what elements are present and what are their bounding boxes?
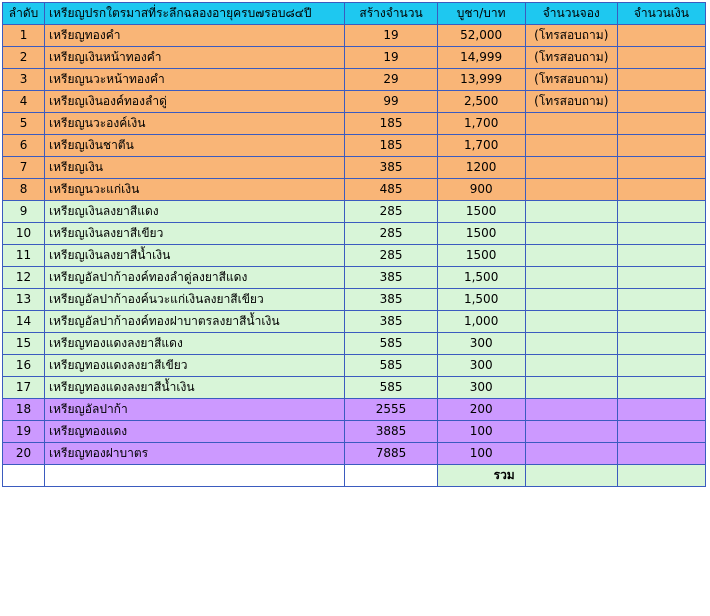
cell-reserved: (โทรสอบถาม) — [525, 25, 617, 47]
cell-total — [617, 355, 705, 377]
table-row — [3, 223, 706, 245]
cell-item: เหรียญเงินลงยาสีเขียว — [45, 223, 345, 245]
cell-item: เหรียญทองคำ — [45, 25, 345, 47]
cell-item: เหรียญเงินลงยาสีน้ำเงิน — [45, 245, 345, 267]
cell-order: 7 — [3, 157, 45, 179]
cell-total — [617, 399, 705, 421]
cell-order: 18 — [3, 399, 45, 421]
cell-made: 585 — [345, 377, 437, 399]
cell-order: 17 — [3, 377, 45, 399]
total-blank-order — [3, 465, 45, 487]
cell-made: 285 — [345, 223, 437, 245]
cell-order: 6 — [3, 135, 45, 157]
cell-order: 13 — [3, 289, 45, 311]
cell-made: 3885 — [345, 421, 437, 443]
cell-total — [617, 443, 705, 465]
cell-reserved — [525, 311, 617, 333]
table-row — [3, 289, 706, 311]
table-row — [3, 113, 706, 135]
cell-item: เหรียญนวะแก่เงิน — [45, 179, 345, 201]
table-row — [3, 201, 706, 223]
cell-price: 1,500 — [437, 267, 525, 289]
cell-price: 1,500 — [437, 289, 525, 311]
table-row — [3, 25, 706, 47]
table-row — [3, 421, 706, 443]
cell-item: เหรียญเงิน — [45, 157, 345, 179]
cell-made: 19 — [345, 47, 437, 69]
table-header-row — [3, 3, 706, 25]
cell-made: 185 — [345, 135, 437, 157]
cell-reserved — [525, 157, 617, 179]
cell-reserved — [525, 201, 617, 223]
cell-item: เหรียญอัลปาก้าองค์ทองฝาบาตรลงยาสีน้ำเงิน — [45, 311, 345, 333]
cell-order: 3 — [3, 69, 45, 91]
table-row — [3, 245, 706, 267]
cell-price: 300 — [437, 377, 525, 399]
cell-price: 200 — [437, 399, 525, 421]
cell-made: 29 — [345, 69, 437, 91]
cell-total — [617, 157, 705, 179]
cell-order: 9 — [3, 201, 45, 223]
cell-item: เหรียญอัลปาก้า — [45, 399, 345, 421]
cell-reserved — [525, 333, 617, 355]
total-blank-item — [45, 465, 345, 487]
cell-total — [617, 179, 705, 201]
cell-order: 10 — [3, 223, 45, 245]
cell-item: เหรียญทองแดงลงยาสีเขียว — [45, 355, 345, 377]
cell-item: เหรียญทองแดงลงยาสีแดง — [45, 333, 345, 355]
cell-reserved — [525, 355, 617, 377]
cell-reserved: (โทรสอบถาม) — [525, 69, 617, 91]
cell-item: เหรียญเงินองค์ทองลำดู่ — [45, 91, 345, 113]
cell-made: 99 — [345, 91, 437, 113]
cell-price: 1,700 — [437, 113, 525, 135]
table-row — [3, 267, 706, 289]
header-cell-price: บูชา/บาท — [437, 3, 525, 25]
cell-item: เหรียญอัลปาก้าองค์นวะแก่เงินลงยาสีเขียว — [45, 289, 345, 311]
price-table — [2, 2, 706, 487]
cell-price: 300 — [437, 355, 525, 377]
cell-item: เหรียญทองแดงลงยาสีน้ำเงิน — [45, 377, 345, 399]
cell-item: เหรียญเงินลงยาสีแดง — [45, 201, 345, 223]
cell-order: 20 — [3, 443, 45, 465]
cell-made: 185 — [345, 113, 437, 135]
cell-reserved — [525, 289, 617, 311]
cell-total — [617, 69, 705, 91]
cell-made: 285 — [345, 201, 437, 223]
cell-reserved — [525, 267, 617, 289]
cell-reserved: (โทรสอบถาม) — [525, 91, 617, 113]
total-amount — [617, 465, 705, 487]
cell-price: 2,500 — [437, 91, 525, 113]
cell-total — [617, 47, 705, 69]
cell-total — [617, 377, 705, 399]
cell-reserved — [525, 135, 617, 157]
header-cell-reserved: จำนวนจอง — [525, 3, 617, 25]
cell-total — [617, 421, 705, 443]
cell-order: 5 — [3, 113, 45, 135]
cell-total — [617, 25, 705, 47]
cell-item: เหรียญอัลปาก้าองค์ทองลำดู่ลงยาสีแดง — [45, 267, 345, 289]
cell-total — [617, 201, 705, 223]
cell-made: 19 — [345, 25, 437, 47]
table-body — [3, 25, 706, 487]
cell-price: 1,700 — [437, 135, 525, 157]
cell-made: 7885 — [345, 443, 437, 465]
cell-order: 1 — [3, 25, 45, 47]
cell-made: 285 — [345, 245, 437, 267]
cell-total — [617, 311, 705, 333]
cell-reserved — [525, 377, 617, 399]
cell-reserved — [525, 443, 617, 465]
header-cell-item: เหรียญปรกใตรมาสที่ระลึกฉลองอายุครบ๗รอบ๘๔ปี — [45, 3, 345, 25]
table-row — [3, 399, 706, 421]
cell-order: 8 — [3, 179, 45, 201]
cell-reserved — [525, 223, 617, 245]
cell-item: เหรียญนวะหน้าทองคำ — [45, 69, 345, 91]
cell-price: 1500 — [437, 223, 525, 245]
cell-total — [617, 113, 705, 135]
cell-total — [617, 91, 705, 113]
cell-made: 385 — [345, 267, 437, 289]
cell-price: 52,000 — [437, 25, 525, 47]
table-row — [3, 443, 706, 465]
cell-order: 2 — [3, 47, 45, 69]
total-label: รวม — [437, 465, 525, 487]
cell-made: 385 — [345, 311, 437, 333]
cell-price: 900 — [437, 179, 525, 201]
cell-price: 1500 — [437, 201, 525, 223]
cell-total — [617, 245, 705, 267]
cell-reserved — [525, 421, 617, 443]
cell-order: 4 — [3, 91, 45, 113]
cell-total — [617, 267, 705, 289]
cell-price: 1500 — [437, 245, 525, 267]
cell-reserved — [525, 113, 617, 135]
cell-item: เหรียญเงินหน้าทองคำ — [45, 47, 345, 69]
cell-reserved — [525, 179, 617, 201]
cell-order: 14 — [3, 311, 45, 333]
cell-price: 100 — [437, 443, 525, 465]
cell-made: 385 — [345, 289, 437, 311]
header-cell-made: สร้างจำนวน — [345, 3, 437, 25]
cell-order: 19 — [3, 421, 45, 443]
cell-price: 100 — [437, 421, 525, 443]
total-reserved — [525, 465, 617, 487]
table-row — [3, 377, 706, 399]
table-row — [3, 355, 706, 377]
cell-total — [617, 289, 705, 311]
table-row — [3, 47, 706, 69]
cell-made: 485 — [345, 179, 437, 201]
header-cell-total: จำนวนเงิน — [617, 3, 705, 25]
cell-reserved: (โทรสอบถาม) — [525, 47, 617, 69]
cell-total — [617, 223, 705, 245]
cell-price: 13,999 — [437, 69, 525, 91]
cell-item: เหรียญทองฝาบาตร — [45, 443, 345, 465]
cell-order: 12 — [3, 267, 45, 289]
cell-order: 11 — [3, 245, 45, 267]
cell-item: เหรียญเงินชาตีน — [45, 135, 345, 157]
cell-price: 1200 — [437, 157, 525, 179]
cell-total — [617, 135, 705, 157]
cell-price: 14,999 — [437, 47, 525, 69]
cell-order: 16 — [3, 355, 45, 377]
cell-item: เหรียญทองแดง — [45, 421, 345, 443]
total-blank-made — [345, 465, 437, 487]
table-row — [3, 91, 706, 113]
table-row — [3, 69, 706, 91]
table-row — [3, 179, 706, 201]
cell-order: 15 — [3, 333, 45, 355]
cell-made: 385 — [345, 157, 437, 179]
table-row — [3, 157, 706, 179]
table-row — [3, 135, 706, 157]
cell-item: เหรียญนวะองค์เงิน — [45, 113, 345, 135]
cell-reserved — [525, 245, 617, 267]
table-header — [3, 3, 706, 25]
cell-made: 2555 — [345, 399, 437, 421]
table-row — [3, 311, 706, 333]
cell-price: 300 — [437, 333, 525, 355]
table-total-row — [3, 465, 706, 487]
cell-price: 1,000 — [437, 311, 525, 333]
cell-total — [617, 333, 705, 355]
table-row — [3, 333, 706, 355]
cell-made: 585 — [345, 355, 437, 377]
header-cell-order: ลำดับ — [3, 3, 45, 25]
cell-made: 585 — [345, 333, 437, 355]
cell-reserved — [525, 399, 617, 421]
